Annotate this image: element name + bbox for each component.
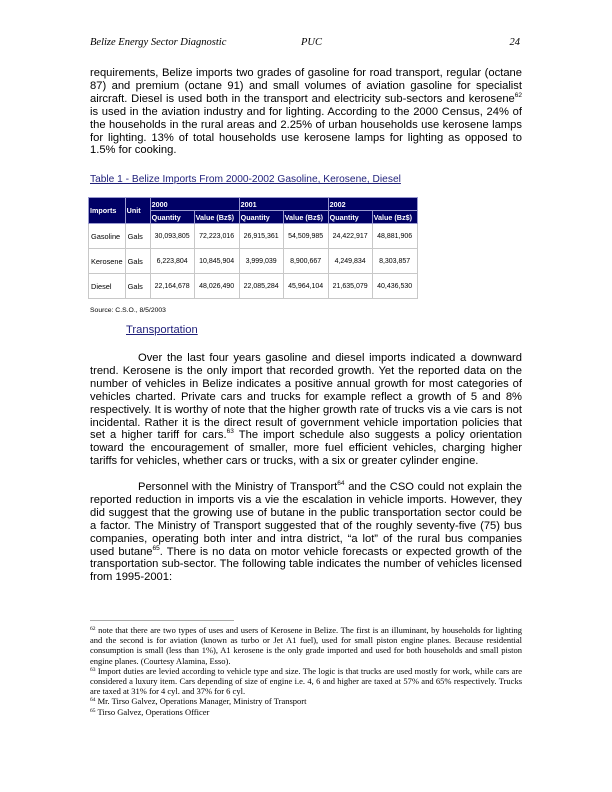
cell-value: 3,999,039 bbox=[239, 249, 283, 274]
organization-label: PUC bbox=[301, 37, 322, 48]
cell-value: 8,303,857 bbox=[372, 249, 417, 274]
cell-unit: Gals bbox=[125, 224, 150, 249]
imports-table bbox=[88, 197, 418, 299]
intro-paragraph: requirements, Belize imports two grades of gasoline for road transport, regular (octane 87) and premium (octane 91) and small volumes of aviation gasoline for specialist aircraft. Diesel is used both in the transport and electricity sub-sectors and kerosene$^{62}$ is used in the aviation industry and for lighting. According to the 2000 Census, 24% of the households in the rural areas and 2.25% of urban households use kerosene lamps for lighting. 13% of total households use kerosene lamps for lighting as opposed to 1.5% for cooking. bbox=[90, 67, 522, 157]
cell-unit: Gals bbox=[125, 249, 150, 274]
col-header-year: 2001 bbox=[239, 198, 328, 211]
section-heading: Transportation bbox=[126, 324, 198, 336]
col-header-value: Value (Bz$) bbox=[283, 211, 328, 224]
footnote: $^{62}$ note that there are two types of uses and users of Kerosene in Belize. The first is an illuminant, by households for lighting and the second is for aviation (known as turbo or Jet A1 fuel), used for small piston engine planes. Because residential consumption is small (less than 1%), A1 kerosene is the only grade imported and used for both households and small piston engine planes. (Courtesy Alamina, Esso). bbox=[90, 625, 522, 666]
col-header-quantity: Quantity bbox=[239, 211, 283, 224]
cell-value: 26,915,361 bbox=[239, 224, 283, 249]
cell-value: 4,249,834 bbox=[328, 249, 372, 274]
col-header-year: 2002 bbox=[328, 198, 417, 211]
col-header-quantity: Quantity bbox=[150, 211, 194, 224]
cell-unit: Gals bbox=[125, 274, 150, 299]
footnote: $^{65}$ Tirso Galvez, Operations Officer bbox=[90, 706, 210, 717]
col-header-imports: Imports bbox=[89, 198, 126, 224]
footnote-ref-64[interactable]: 64 bbox=[337, 480, 345, 487]
cell-value: 21,635,079 bbox=[328, 274, 372, 299]
cell-value: 45,964,104 bbox=[283, 274, 328, 299]
footnote-ref-65[interactable]: 65 bbox=[152, 544, 160, 552]
personnel-paragraph: Personnel with the Ministry of Transport$^{64}$ and the CSO could not explain the reported reduction in imports vis a vie the escalation in vehicle imports. However, they did suggest that the growing use of butane in the public transportation sector could be a factor. The Ministry of Transport suggested that of the roughly seventy-five (75) bus companies, operating both inter and intra district, “a lot” of the rural bus companies used butane$^{65}$. There is no data on motor vehicle forecasts or expected growth of the transportation sub-sector. The following table indicates the number of vehicles licensed from 1995-2001: bbox=[90, 480, 523, 584]
table-caption: Table 1 - Belize Imports From 2000-2002 Gasoline, Kerosene, Diesel bbox=[90, 174, 401, 185]
footnote: $^{63}$ Import duties are levied according to vehicle type and size. The logic is that trucks are used mostly for work, while cars are considered a luxury item. Cars depending of size of engine i.e. 4, 6 and higher are taxed at 57% and 65% respectively. Trucks are taxed at 31% for 4 cyl. and 37% for 6 cyl. bbox=[90, 665, 522, 697]
cell-value: 6,223,804 bbox=[150, 249, 194, 274]
col-header-value: Value (Bz$) bbox=[372, 211, 417, 224]
cell-import: Kerosene bbox=[89, 249, 126, 274]
page-number: 24 bbox=[509, 37, 520, 48]
cell-value: 22,164,678 bbox=[150, 274, 194, 299]
col-header-year: 2000 bbox=[150, 198, 239, 211]
cell-value: 48,026,490 bbox=[194, 274, 239, 299]
cell-value: 10,845,904 bbox=[194, 249, 239, 274]
cell-value: 24,422,917 bbox=[328, 224, 372, 249]
transport-paragraph: Over the last four years gasoline and diesel imports indicated a downward trend. Kerosene is the only import that recorded growth. Yet the reported data on the number of vehicles in Belize indicates a positive annual growth for most categories of vehicles charted. Private cars and trucks for example reflect a growth of 5 and 8% respectively. It is worthy of note that the higher growth rate of trucks vis a vie cars is not incidental. Rather it is the direct result of government vehicle importation policies that set a higher tariff for cars.$^{63}$ The import schedule also suggests a policy orientation toward the encouragement of smaller, more fuel efficient vehicles, charging higher tariffs for vehicles, whether cars or trucks, with a six or greater cylinder engine. bbox=[90, 352, 522, 468]
table-row bbox=[89, 224, 418, 249]
col-header-quantity: Quantity bbox=[328, 211, 372, 224]
document-title: Belize Energy Sector Diagnostic bbox=[90, 37, 227, 48]
cell-value: 48,881,906 bbox=[372, 224, 417, 249]
footnotes bbox=[90, 625, 522, 717]
table-source: Source: C.S.O., 8/5/2003 bbox=[90, 307, 166, 314]
cell-value: 22,085,284 bbox=[239, 274, 283, 299]
table-row bbox=[89, 274, 418, 299]
cell-import: Gasoline bbox=[89, 224, 126, 249]
footnote-separator bbox=[90, 620, 234, 621]
cell-import: Diesel bbox=[89, 274, 126, 299]
page-header bbox=[90, 37, 520, 51]
cell-value: 40,436,530 bbox=[372, 274, 417, 299]
table-row bbox=[89, 249, 418, 274]
cell-value: 72,223,016 bbox=[194, 224, 239, 249]
col-header-value: Value (Bz$) bbox=[194, 211, 239, 224]
cell-value: 30,093,805 bbox=[150, 224, 194, 249]
footnote-ref-63[interactable]: 63 bbox=[226, 428, 234, 436]
footnote-ref-62[interactable]: 62 bbox=[514, 91, 522, 99]
footnote: $^{64}$ Mr. Tirso Galvez, Operations Manager, Ministry of Transport bbox=[90, 696, 307, 707]
cell-value: 54,509,985 bbox=[283, 224, 328, 249]
cell-value: 8,900,667 bbox=[283, 249, 328, 274]
col-header-unit: Unit bbox=[125, 198, 150, 224]
